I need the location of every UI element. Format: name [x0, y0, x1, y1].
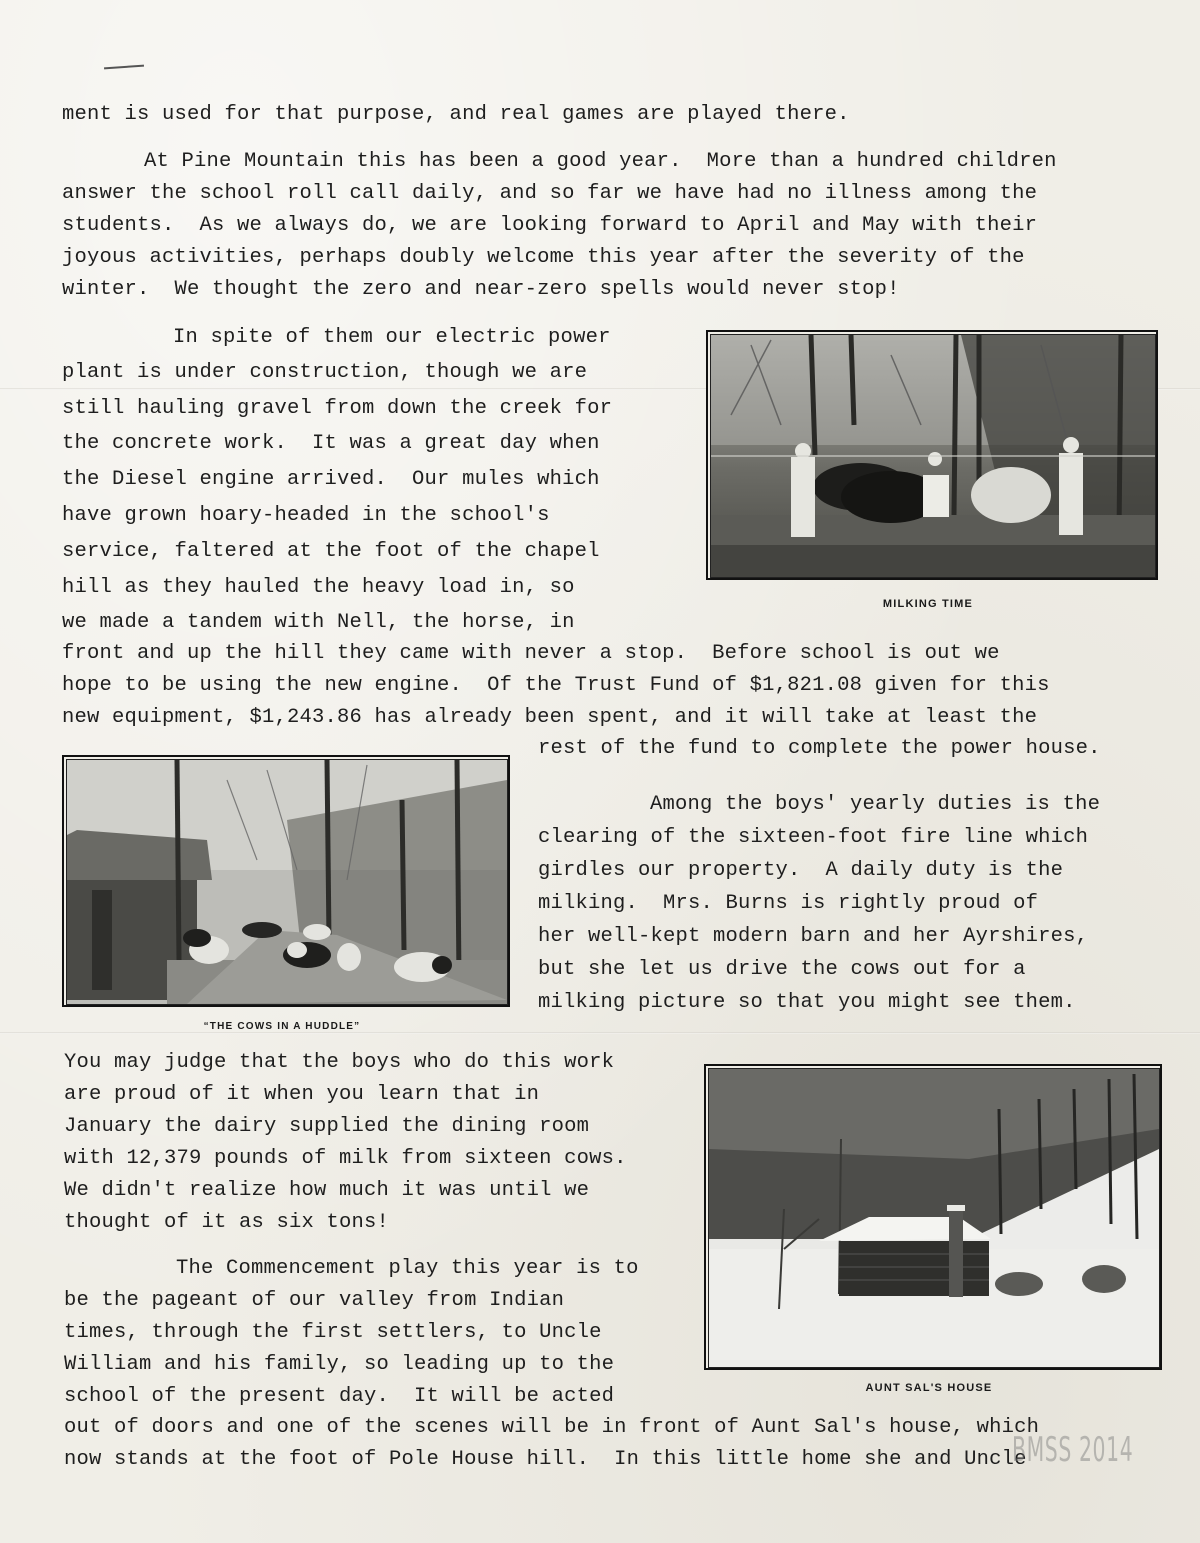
text-line: times, through the first settlers, to Uncle — [64, 1321, 602, 1344]
text-line: still hauling gravel from down the creek for — [62, 397, 613, 420]
text-line: William and his family, so leading up to the — [64, 1353, 615, 1376]
text-line: with 12,379 pounds of milk from sixteen cows. — [64, 1147, 627, 1170]
text-line: service, faltered at the foot of the chapel — [62, 540, 600, 563]
photo-image — [66, 759, 508, 1005]
text-line: milking picture so that you might see them. — [538, 991, 1076, 1014]
text-line: You may judge that the boys who do this work — [64, 1051, 615, 1074]
text-line: answer the school roll call daily, and so far we have had no illness among the — [62, 182, 1038, 205]
paper-mark — [104, 65, 144, 70]
text-line: out of doors and one of the scenes will be in front of Aunt Sal's house, which — [64, 1416, 1040, 1439]
cows-scene-illustration — [67, 760, 507, 1004]
caption-cows-in-a-huddle: “THE COWS IN A HUDDLE” — [203, 1021, 361, 1032]
text-line: are proud of it when you learn that in — [64, 1083, 540, 1106]
text-line: joyous activities, perhaps doubly welcome this year after the severity of the — [62, 246, 1025, 269]
text-line: thought of it as six tons! — [64, 1211, 390, 1234]
text-line: students. As we always do, we are looking forward to April and May with their — [62, 214, 1038, 237]
text-line: girdles our property. A daily duty is the — [538, 859, 1064, 882]
paper-fold-line — [0, 1032, 1200, 1034]
photo-image — [710, 334, 1156, 578]
text-line: the concrete work. It was a great day when — [62, 432, 600, 455]
text-line: now stands at the foot of Pole House hill. In this little home she and Uncle — [64, 1448, 1027, 1471]
text-line: hope to be using the new engine. Of the Trust Fund of $1,821.08 given for this — [62, 674, 1050, 697]
text-line: At Pine Mountain this has been a good year. More than a hundred children — [144, 150, 1057, 173]
text-line: clearing of the sixteen-foot fire line which — [538, 826, 1089, 849]
text-line: but she let us drive the cows out for a — [538, 958, 1026, 981]
photo-image — [708, 1068, 1160, 1368]
text-line: school of the present day. It will be acted — [64, 1385, 615, 1408]
text-line: Among the boys' yearly duties is the — [650, 793, 1101, 816]
milking-scene-illustration — [711, 335, 1155, 577]
text-line: her well-kept modern barn and her Ayrshires, — [538, 925, 1089, 948]
text-line: We didn't realize how much it was until we — [64, 1179, 590, 1202]
text-line: front and up the hill they came with never a stop. Before school is out we — [62, 642, 1000, 665]
cabin-scene-illustration — [709, 1069, 1159, 1367]
text-line: new equipment, $1,243.86 has already been spent, and it will take at least the — [62, 706, 1038, 729]
caption-milking-time: MILKING TIME — [882, 598, 974, 610]
text-line: plant is under construction, though we are — [62, 361, 588, 384]
text-line: ment is used for that purpose, and real games are played there. — [62, 103, 850, 126]
photo-cows-in-a-huddle — [62, 755, 510, 1007]
text-line: January the dairy supplied the dining room — [64, 1115, 590, 1138]
text-line: the Diesel engine arrived. Our mules which — [62, 468, 600, 491]
text-line: rest of the fund to complete the power house. — [538, 737, 1101, 760]
text-line: milking. Mrs. Burns is rightly proud of — [538, 892, 1039, 915]
text-line: In spite of them our electric power — [173, 326, 611, 349]
text-line: The Commencement play this year is to — [176, 1257, 639, 1280]
text-line: have grown hoary-headed in the school's — [62, 504, 550, 527]
text-line: hill as they hauled the heavy load in, so — [62, 576, 575, 599]
text-line: be the pageant of our valley from Indian — [64, 1289, 565, 1312]
photo-milking-time — [706, 330, 1158, 580]
text-line: winter. We thought the zero and near-zero spells would never stop! — [62, 278, 900, 301]
photo-aunt-sals-house — [704, 1064, 1162, 1370]
caption-aunt-sals-house: AUNT SAL'S HOUSE — [865, 1382, 993, 1394]
text-line: we made a tandem with Nell, the horse, in — [62, 611, 575, 634]
archive-watermark: BMSS 2014 — [1012, 1430, 1134, 1470]
